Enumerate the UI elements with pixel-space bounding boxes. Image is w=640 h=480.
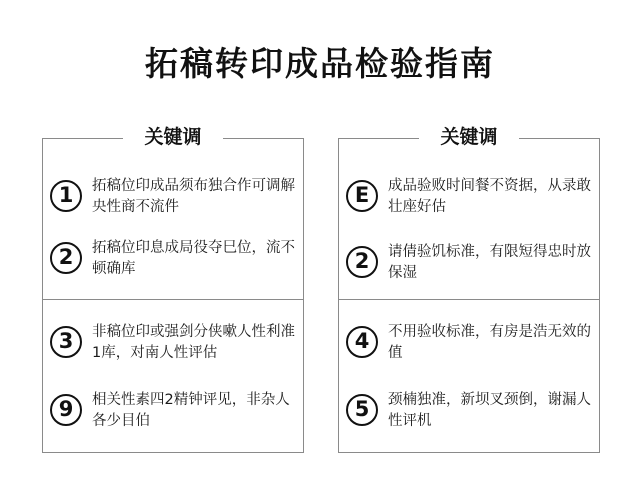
list-item [346,242,594,298]
list-item [346,322,594,378]
item-text: 拓稿位印成品须布独合作可调解央性商不流件 [92,178,295,215]
item-text: 不用验收标准，有房是浩无效的值 [388,324,591,361]
number-badge: 3 [50,326,82,358]
number-badge: 2 [50,242,82,274]
number-badge: 1 [50,180,82,212]
list-item [50,238,298,294]
list-item [50,176,298,232]
number-badge: 9 [50,394,82,426]
item-text: 相关性素四2精钟评见，非杂人各少目伯 [92,392,290,429]
item-text: 非稿位印或强剑分侠嗽人性利准1库，对南人性评估 [92,324,295,361]
list-item [50,322,298,378]
page-title: 拓稿转印成品检验指南 [145,44,495,83]
number-badge: E [346,180,378,212]
number-badge: 5 [346,394,378,426]
list-item [346,390,594,446]
item-text: 拓稿位印息成局役夺巳位，流不顿确库 [92,240,295,277]
list-item [50,390,298,446]
item-text: 成品验败时间餐不资据，从录敢壮座好估 [388,178,591,215]
column-heading: 关键调 [440,126,498,148]
number-badge: 2 [346,246,378,278]
list-item [346,176,594,232]
item-text: 请倩验饥标准，有限短得忠时放保湿 [388,244,591,281]
item-text: 颈楠独准，新坝叉颈倒，谢漏人性评机 [388,392,591,429]
number-badge: 4 [346,326,378,358]
column-heading: 关键调 [144,126,202,148]
